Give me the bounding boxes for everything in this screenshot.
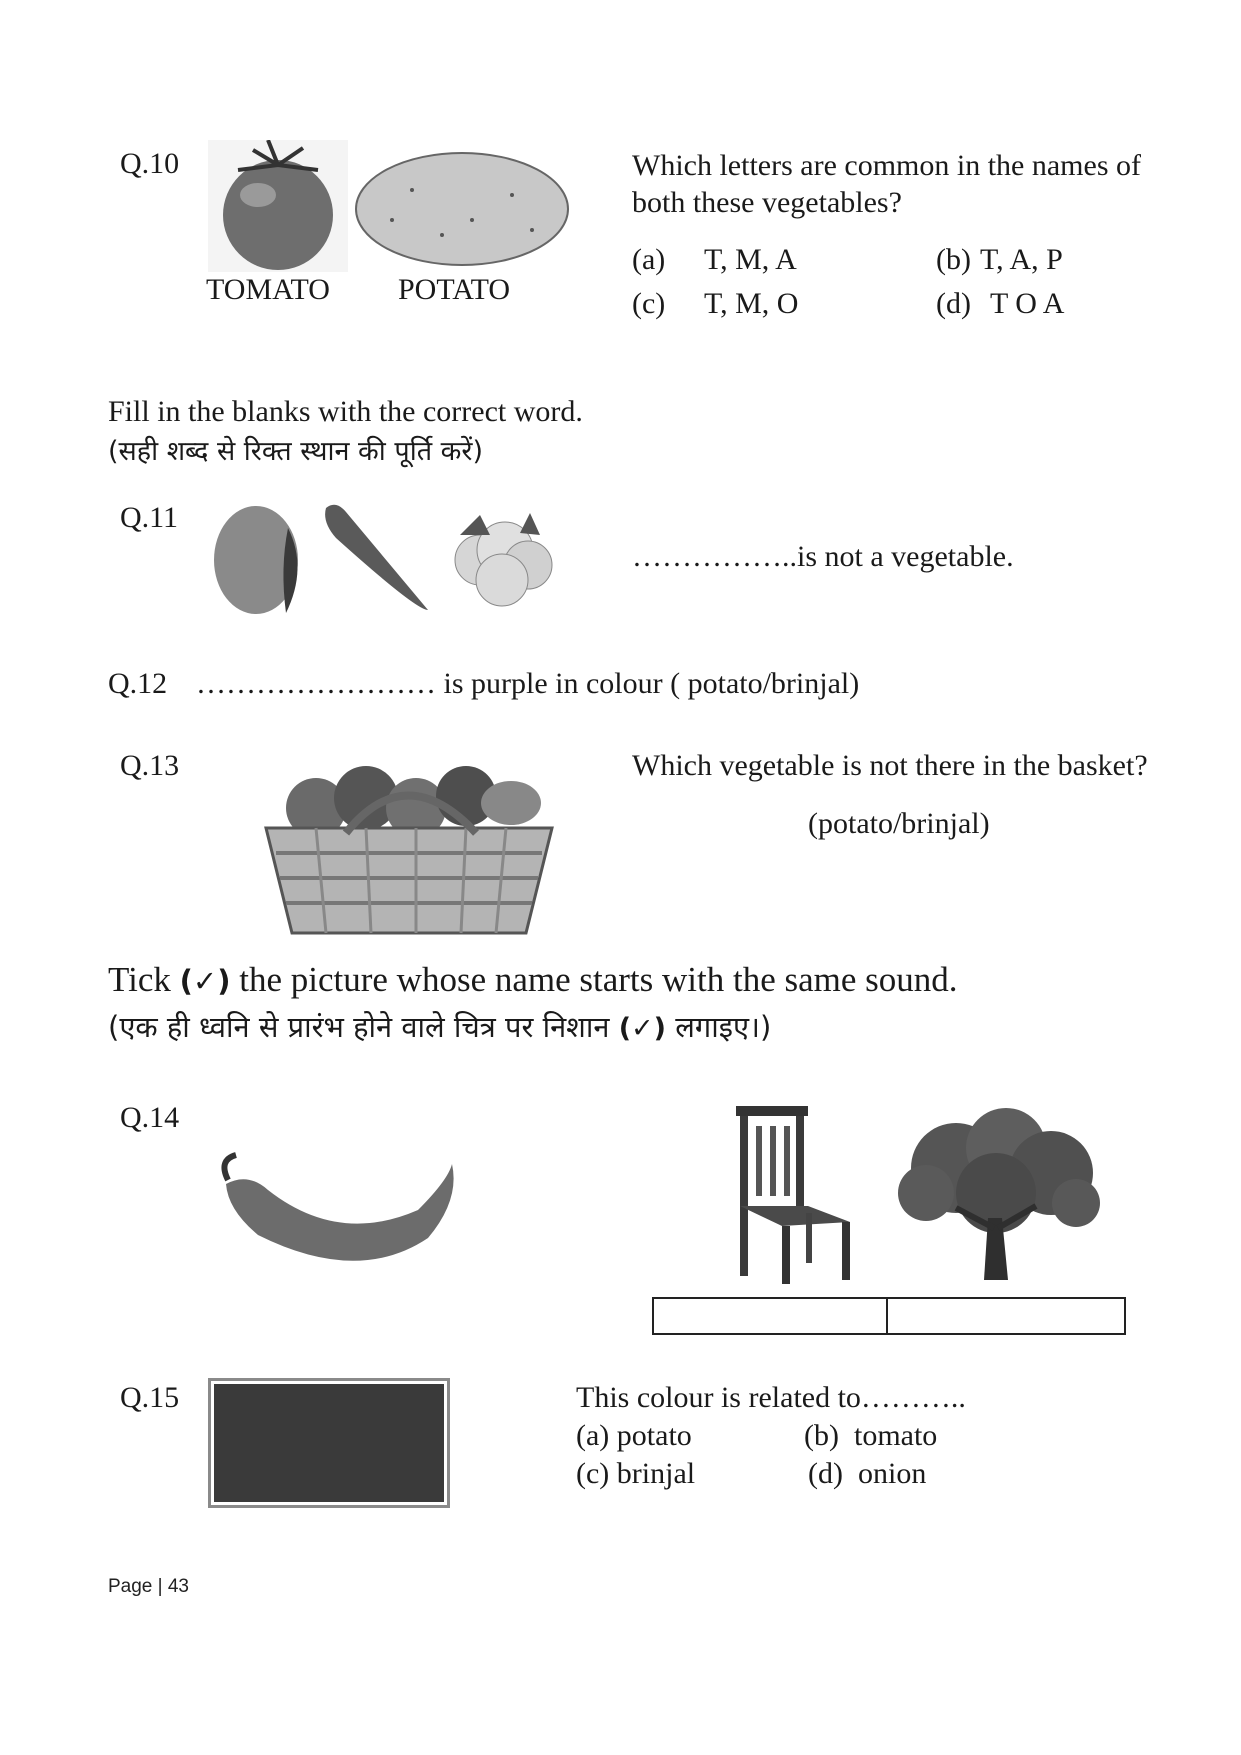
q10-question-line1: Which letters are common in the names of [632,149,1141,182]
q15-option-b-label: (b) [804,1419,839,1452]
tomato-image [208,140,348,272]
q15-option-a-label: (a) [576,1419,610,1452]
q13-question: Which vegetable is not there in the basket? [632,749,1148,782]
tick-heading-after: the picture whose name starts with the same sound. [239,960,958,999]
tick-mark-icon: (✓) [179,964,231,998]
chilli-image [208,1150,458,1270]
q10-option-b-label: (b) [936,243,971,276]
q15-option-d-text: onion [857,1457,927,1490]
potato-image [352,150,572,268]
q15-option-d [808,1456,926,1492]
q15-option-a [576,1418,692,1454]
q12-number: Q.12 [108,667,168,700]
tick-heading-hindi [108,1008,771,1048]
q15-option-c [576,1456,695,1492]
tick-heading-before: Tick [108,960,171,999]
q13-choices: (potato/brinjal) [808,807,990,840]
q10-option-c-label: (c) [632,287,666,320]
q15-option-b-text: tomato [853,1419,938,1452]
q12-sentence: …………………… is purple in colour ( potato/brinjal) [196,667,860,700]
q11-sentence: ……………..is not a vegetable. [632,540,1014,573]
potato-caption: POTATO [398,273,511,306]
q15-option-d-label: (d) [808,1457,843,1490]
tick-heading [108,960,958,1001]
q10-option-a-text: T, M, A [704,243,797,276]
colour-swatch-frame [208,1378,450,1508]
q10-question-line2: both these vegetables? [632,186,902,219]
cauliflower-image [440,505,565,617]
q15-option-b [804,1418,937,1454]
tomato-caption: TOMATO [206,273,330,306]
fill-blanks-heading: Fill in the blanks with the correct word. [108,395,583,428]
q10-option-d-text: T O A [990,287,1065,320]
q13-number: Q.13 [120,749,180,782]
q15-question: This colour is related to……….. [576,1381,966,1414]
q10-number: Q.10 [120,147,180,180]
q14-number: Q.14 [120,1101,180,1134]
q10-option-a-label: (a) [632,243,666,276]
okra-image [316,498,436,618]
mango-image [208,498,308,618]
q15-option-a-text: potato [616,1419,692,1452]
q10-option-c-text: T, M, O [704,287,799,320]
q15-option-c-text: brinjal [616,1457,696,1490]
tree-answer-box[interactable] [886,1297,1126,1335]
q11-number: Q.11 [120,501,179,534]
q15-option-c-label: (c) [576,1457,610,1490]
tick-heading-hindi-after: लगाइए।) [675,1010,772,1044]
colour-swatch [214,1384,444,1502]
tick-mark-hindi-icon: (✓) [618,1013,667,1044]
q10-option-d-label: (d) [936,287,971,320]
tree-image [896,1108,1102,1288]
page-number: Page | 43 [108,1576,190,1597]
chair-answer-box[interactable] [652,1297,888,1335]
fill-blanks-heading-hindi: (सही शब्द से रिक्त स्थान की पूर्ति करें) [108,436,483,467]
q15-number: Q.15 [120,1381,180,1414]
vegetable-basket-image [256,748,562,940]
chair-image [726,1098,858,1288]
tick-heading-hindi-before: (एक ही ध्वनि से प्रारंभ होने वाले चित्र पर निशान [108,1010,610,1044]
q10-option-b-text: T, A, P [980,243,1063,276]
